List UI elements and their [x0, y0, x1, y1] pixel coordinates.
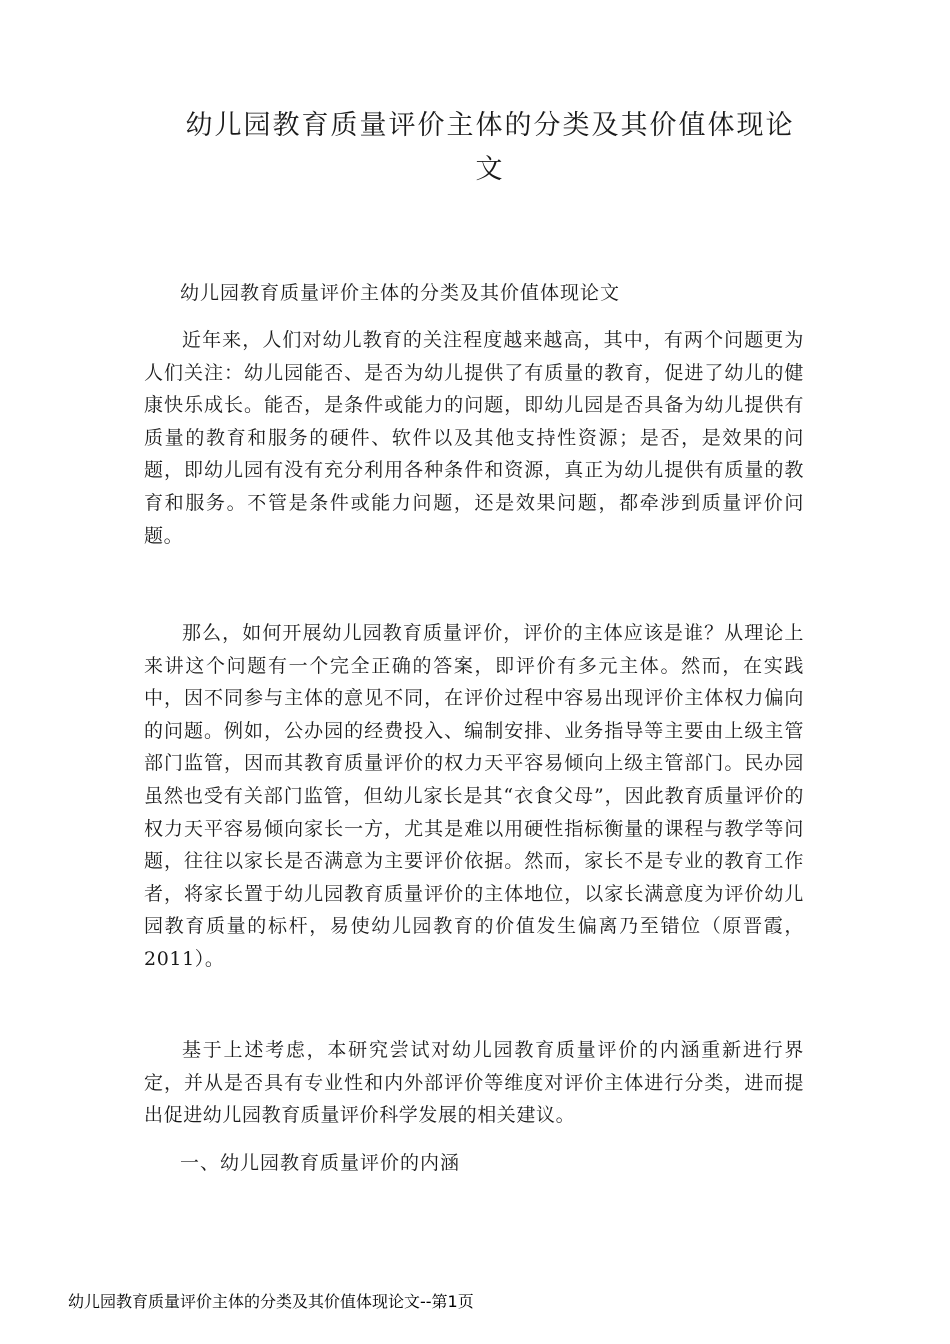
paragraph-evaluation-subject: 那么，如何开展幼儿园教育质量评价，评价的主体应该是谁？从理论上来讲这个问题有一个完全正确的答案，即评价有多元主体。然而，在实践中，因不同参与主体的意见不同，在评价过程中容易出现评价主体权力偏向的问题。例如，公办园的经费投入、编制安排、业务指导等主要由上级主管部门监管，因而其教育质量评价的权力天平容易倾向上级主管部门。民办园虽然也受有关部门监管，但幼儿家长是其“衣食父母”，因此教育质量评价的权力天平容易倾向家长一方，尤其是难以用硬性指标衡量的课程与教学等问题，往往以家长是否满意为主要评价依据。然而，家长不是专业的教育工作者，将家长置于幼儿园教育质量评价的主体地位，以家长满意度为评价幼儿园教育质量的标杆，易使幼儿园教育的价值发生偏离乃至错位（原晋霞，2011）。: [144, 622, 804, 970]
section-heading: 一、幼儿园教育质量评价的内涵: [180, 1152, 461, 1174]
paragraph-research-aim: 基于上述考虑，本研究尝试对幼儿园教育质量评价的内涵重新进行界定，并从是否具有专业性和内外部评价等维度对评价主体进行分类，进而提出促进幼儿园教育质量评价科学发展的相关建议。: [144, 1039, 804, 1127]
page-footer: 幼儿园教育质量评价主体的分类及其价值体现论文--第1页: [68, 1292, 474, 1311]
page-title: 幼儿园教育质量评价主体的分类及其价值体现论文: [185, 110, 795, 185]
document-subtitle: 幼儿园教育质量评价主体的分类及其价值体现论文: [180, 282, 621, 304]
paragraph-intro: 近年来，人们对幼儿教育的关注程度越来越高，其中，有两个问题更为人们关注：幼儿园能否、是否为幼儿提供了有质量的教育，促进了幼儿的健康快乐成长。能否，是条件或能力的问题，即幼儿园是否具备为幼儿提供有质量的教育和服务的硬件、软件以及其他支持性资源；是否，是效果的问题，即幼儿园有没有充分利用各种条件和资源，真正为幼儿提供有质量的教育和服务。不管是条件或能力问题，还是效果问题，都牵涉到质量评价问题。: [144, 329, 804, 547]
